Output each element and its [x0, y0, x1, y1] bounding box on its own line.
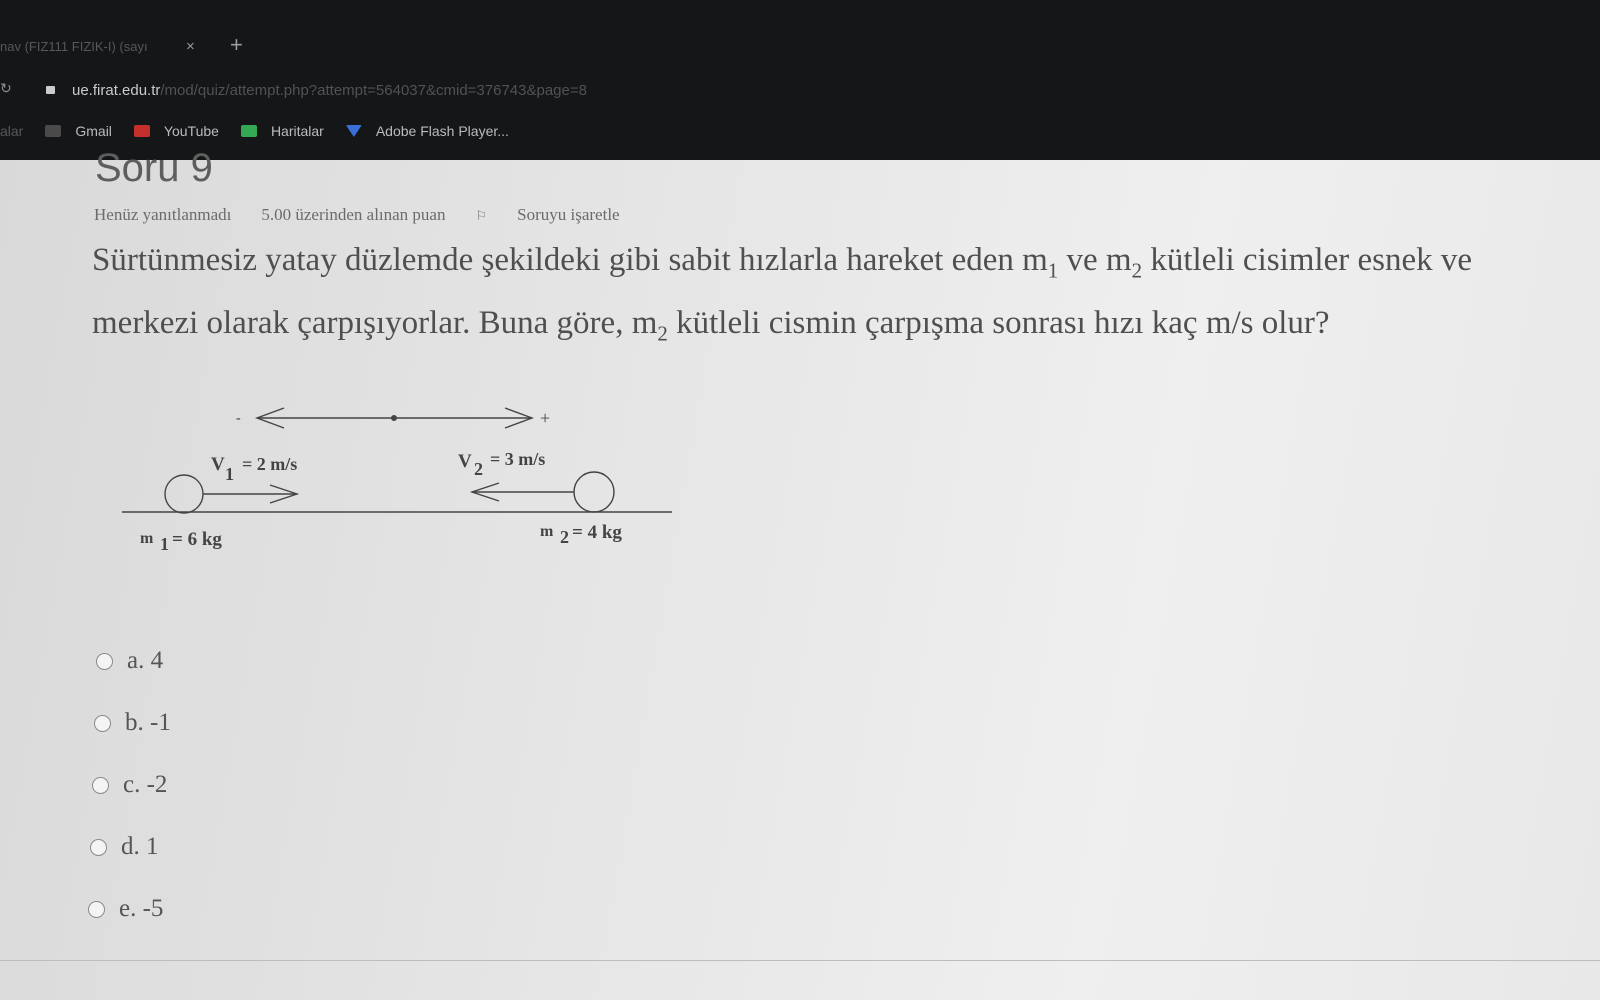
v2-label: V: [458, 451, 472, 472]
axis-origin-dot: [391, 415, 397, 421]
m2-value: = 4 kg: [572, 522, 622, 543]
radio-button[interactable]: [90, 839, 107, 856]
v1-sub: 1: [225, 464, 234, 484]
bookmark-label: Adobe Flash Player...: [375, 123, 509, 139]
question-text-part: kütleli cismin çarpışma sonrası hızı kaç m/s olur?: [667, 304, 1330, 341]
v1-label: V: [211, 454, 225, 475]
m1-value: = 6 kg: [172, 529, 222, 550]
bookmark-youtube[interactable]: [134, 123, 219, 139]
bookmark-label: Haritalar: [270, 123, 324, 139]
flash-icon: [346, 125, 362, 137]
ball-m2: [574, 472, 614, 512]
question-title: Soru 9: [95, 146, 213, 190]
option-letter: e.: [119, 895, 137, 922]
subscript: 2: [1131, 258, 1143, 283]
radio-button[interactable]: [96, 653, 113, 670]
collision-diagram: [112, 400, 672, 560]
answer-options: [92, 630, 171, 940]
ball-m1: [165, 475, 203, 513]
subscript: 1: [1047, 258, 1059, 283]
question-text-part: kütleli cisimler esnek ve merkezi olarak çarpışıyorlar. Buna göre, m: [92, 242, 1473, 341]
bookmark-apps[interactable]: alar: [0, 123, 24, 139]
m1-sub: 1: [160, 534, 169, 554]
v2-value: = 3 m/s: [490, 449, 546, 469]
option-value: -2: [146, 771, 168, 798]
v2-sub: 2: [474, 459, 483, 479]
radio-button[interactable]: [94, 715, 111, 732]
option-c[interactable]: [92, 754, 171, 816]
option-b[interactable]: [94, 692, 171, 754]
divider: [0, 960, 1600, 961]
points-text: 5.00 üzerinden alınan puan: [261, 205, 446, 224]
flag-icon: ⚐: [475, 208, 488, 223]
url-path: /mod/quiz/attempt.php?attempt=564037&cmid=376743&page=8: [160, 82, 587, 99]
reload-icon[interactable]: ↻: [0, 80, 12, 96]
url-host: ue.firat.edu.tr: [72, 82, 161, 99]
browser-tab[interactable]: [0, 28, 230, 64]
question-info: [94, 205, 680, 225]
option-value: -1: [150, 709, 171, 736]
radio-button[interactable]: [88, 901, 105, 918]
maps-icon: [241, 125, 257, 137]
gmail-icon: [45, 125, 61, 137]
bookmark-flash[interactable]: [346, 123, 509, 139]
option-a[interactable]: [96, 630, 171, 692]
status-text: Henüz yanıtlanmadı: [94, 205, 232, 224]
flag-question-link[interactable]: [475, 205, 649, 225]
browser-chrome: [0, 0, 1600, 160]
bookmark-gmail[interactable]: [45, 123, 112, 139]
new-tab-icon[interactable]: +: [230, 32, 243, 57]
option-letter: a.: [127, 647, 145, 674]
bookmark-maps[interactable]: [241, 123, 324, 139]
question-text: [92, 234, 1572, 359]
option-value: 1: [146, 833, 159, 860]
lock-icon[interactable]: [46, 86, 55, 94]
axis-plus-label: +: [540, 408, 551, 428]
axis-minus-label: -: [236, 411, 241, 426]
flag-label: Soruyu işaretle: [517, 205, 620, 224]
bookmarks-bar: [0, 116, 531, 146]
m1-label: m: [140, 530, 154, 547]
question-text-part: ve m: [1058, 242, 1132, 278]
option-letter: d.: [121, 833, 140, 860]
quiz-page: [0, 146, 1600, 1000]
close-icon[interactable]: ×: [186, 37, 195, 55]
youtube-icon: [134, 125, 150, 137]
bookmark-label: Gmail: [75, 123, 112, 139]
v1-value: = 2 m/s: [242, 454, 298, 474]
bookmark-label: YouTube: [163, 123, 219, 139]
question-text-part: Sürtünmesiz yatay düzlemde şekildeki gibi sabit hızlarla hareket eden m: [92, 242, 1048, 278]
tab-title: nav (FIZ111 FIZIK-I) (sayı: [0, 38, 148, 54]
address-bar[interactable]: [72, 82, 587, 99]
option-d[interactable]: [90, 816, 171, 878]
option-e[interactable]: [88, 878, 171, 940]
m2-label: m: [540, 523, 554, 540]
option-value: -5: [142, 895, 164, 922]
radio-button[interactable]: [92, 777, 109, 794]
option-value: 4: [150, 647, 164, 674]
option-letter: c.: [123, 771, 141, 798]
m2-sub: 2: [560, 527, 569, 547]
subscript: 2: [657, 321, 668, 346]
option-letter: b.: [125, 709, 144, 736]
